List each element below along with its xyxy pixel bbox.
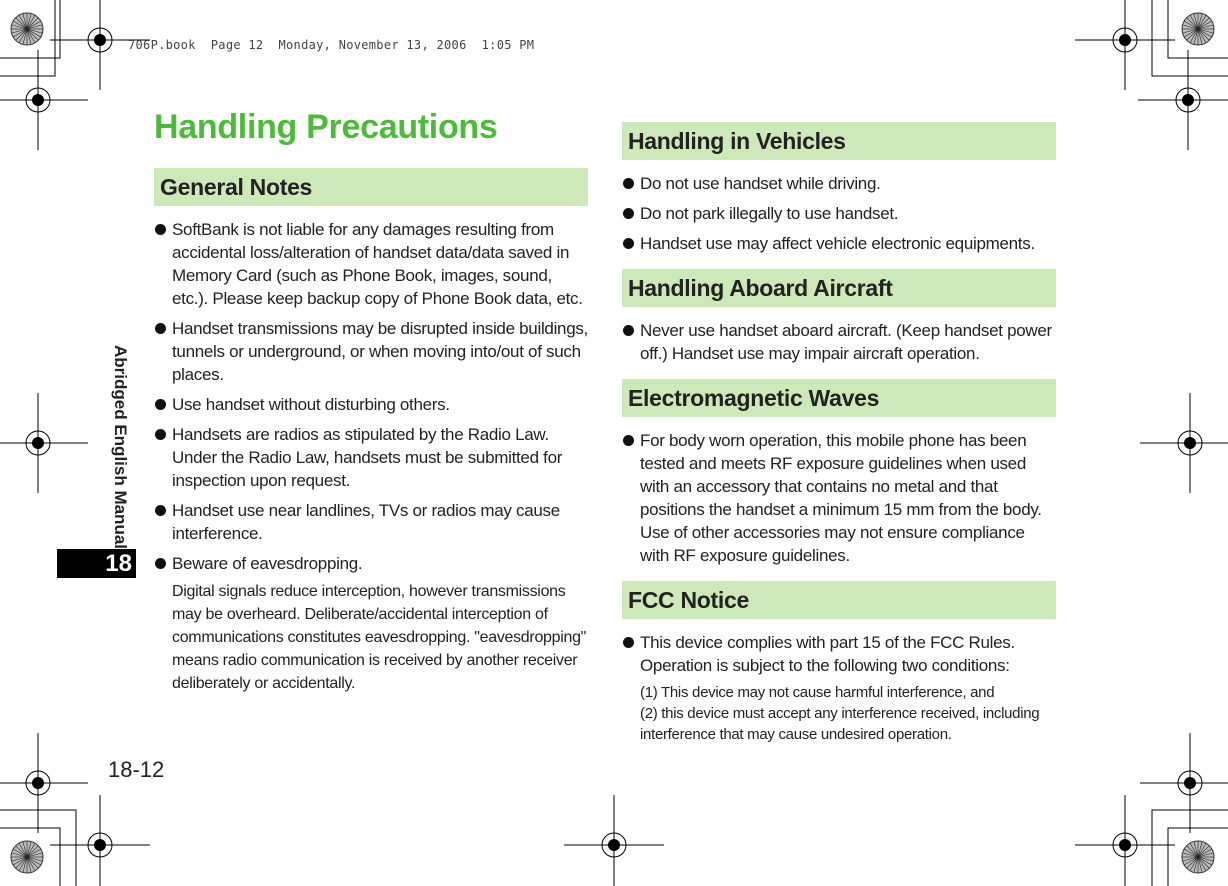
list-item — [154, 393, 588, 416]
section-heading: Electromagnetic Waves — [622, 379, 1056, 417]
section-electromagnetic-waves — [622, 379, 1056, 567]
registration-dot — [94, 34, 106, 46]
section-heading: Handling in Vehicles — [622, 122, 1056, 160]
bullet-icon — [623, 325, 634, 336]
section-handling-aboard-aircraft — [622, 269, 1056, 365]
side-section-label: Abridged English Manual — [111, 345, 130, 550]
list-item — [622, 202, 1056, 225]
section-heading: General Notes — [154, 168, 588, 206]
item-text: Beware of eavesdropping. — [172, 554, 363, 573]
right-column — [622, 122, 1056, 759]
bullet-list — [622, 429, 1056, 567]
left-column — [154, 168, 588, 709]
print-slug: 706P.book Page 12 Monday, November 13, 2006 1:05 PM — [128, 38, 535, 52]
item-text: This device complies with part 15 of the FCC Rules. Operation is subject to the following two conditions: — [640, 633, 1015, 675]
list-item — [154, 552, 588, 695]
registration-dot — [1119, 839, 1131, 851]
item-text: Do not use handset while driving. — [640, 174, 881, 193]
list-item — [622, 429, 1056, 567]
bullet-list — [622, 172, 1056, 255]
registration-dot — [1184, 437, 1196, 449]
page-number: 18-12 — [108, 757, 165, 782]
registration-dot — [94, 839, 106, 851]
bullet-icon — [623, 178, 634, 189]
bullet-icon — [155, 429, 166, 440]
item-text: SoftBank is not liable for any damages resulting from accidental loss/alteration of handset data/data saved in Memory Card (such as Phone Book, images, sound, etc.). Please keep backup copy of Phone Book data, etc. — [172, 220, 583, 308]
fcc-condition-1: (1) This device may not cause harmful interference, and — [640, 684, 995, 701]
registration-dot — [32, 94, 44, 106]
bullet-icon — [155, 224, 166, 235]
item-text: Handset use may affect vehicle electronic equipments. — [640, 234, 1035, 253]
bullet-icon — [623, 637, 634, 648]
list-item — [622, 319, 1056, 365]
registration-dot — [1182, 94, 1194, 106]
item-text: Handset transmissions may be disrupted inside buildings, tunnels or underground, or when moving into/out of such places. — [172, 319, 588, 384]
item-text: Do not park illegally to use handset. — [640, 204, 899, 223]
list-item — [154, 218, 588, 310]
registration-dot — [32, 777, 44, 789]
eavesdropping-note: Digital signals reduce interception, however transmissions may be overheard. Deliberate/accidental interception of communications constitutes eavesdropping. "eavesdropping" means radio communication is received by another receiver deliberately or accidentally. — [172, 583, 587, 692]
list-item — [154, 423, 588, 492]
bullet-icon — [623, 208, 634, 219]
section-general-notes — [154, 168, 588, 695]
list-item — [154, 499, 588, 545]
item-text: Use handset without disturbing others. — [172, 395, 450, 414]
registration-dot — [608, 839, 620, 851]
bullet-icon — [155, 399, 166, 410]
bullet-list — [622, 319, 1056, 365]
bullet-icon — [155, 558, 166, 569]
bullet-list — [622, 631, 1056, 745]
registration-dot — [32, 437, 44, 449]
list-item — [622, 631, 1056, 745]
bullet-list — [154, 218, 588, 695]
list-item — [622, 172, 1056, 195]
bullet-icon — [623, 435, 634, 446]
section-handling-in-vehicles — [622, 122, 1056, 255]
section-fcc-notice — [622, 581, 1056, 745]
item-text: For body worn operation, this mobile phone has been tested and meets RF exposure guidelines when used with an accessory that contains no metal and that positions the handset a minimum 15 mm from the body. Use of other accessories may not ensure compliance with RF exposure guidelines. — [640, 431, 1042, 565]
item-text: Never use handset aboard aircraft. (Keep handset power off.) Handset use may impair aircraft operation. — [640, 321, 1052, 363]
list-item — [622, 232, 1056, 255]
item-text: Handset use near landlines, TVs or radios may cause interference. — [172, 501, 560, 543]
bullet-icon — [623, 238, 634, 249]
item-text: Handsets are radios as stipulated by the Radio Law. Under the Radio Law, handsets must be submitted for inspection upon request. — [172, 425, 563, 490]
registration-dot — [1184, 777, 1196, 789]
bullet-icon — [155, 323, 166, 334]
chapter-tab: 18 — [57, 549, 136, 578]
section-heading: Handling Aboard Aircraft — [622, 269, 1056, 307]
fcc-condition-2: (2) this device must accept any interference received, including interference that may cause undesired operation. — [640, 705, 1040, 743]
page-title: Handling Precautions — [154, 108, 498, 146]
list-item — [154, 317, 588, 386]
registration-dot — [1119, 34, 1131, 46]
section-heading: FCC Notice — [622, 581, 1056, 619]
bullet-icon — [155, 505, 166, 516]
